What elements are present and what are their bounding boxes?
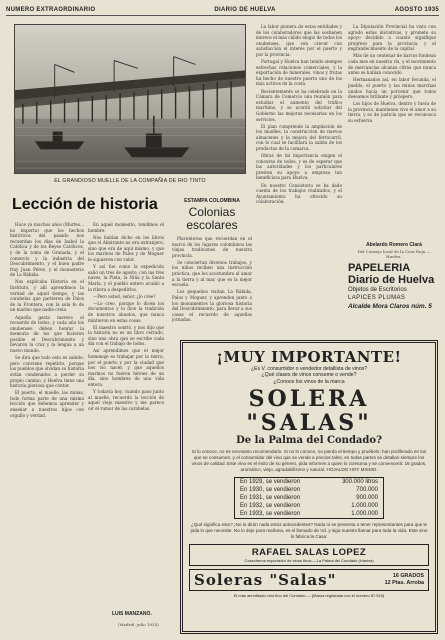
- sales-year: En 1931, se vendieron: [240, 495, 301, 502]
- ad-soleras-bar: [189, 569, 429, 591]
- sales-year: En 1932, se vendieron: [240, 503, 301, 510]
- photo-caption: EL GRANDIOSO MUELLE DE LA COMPAÑIA DE RIO TINTO: [54, 178, 206, 184]
- paragraph: La Diputación Provincial ha visto con agrado estas iniciativas, y promete su apoyo decidido a cuanto signifique progreso para la provincia, y el engrandecimiento de la capital.: [348, 24, 436, 52]
- masthead-right: AGOSTO 1935: [394, 6, 439, 13]
- papeleria-line2: Diario de Huelva: [348, 274, 435, 286]
- dock-photo: [14, 24, 246, 174]
- right-col-a: [256, 24, 342, 332]
- paragraph: Y así fue como la expedición salió un tres de agosto, con las tres naves, la Pinta, la Niña y la Santa María, y el pueblo entero acudió a la ribera a despedirlos.: [88, 264, 164, 292]
- ad-brand-sub: De la Palma del Condado?: [236, 435, 382, 447]
- paragraph: Obras de tal importancia exigen el concurso de todos, y es de esperar que las autoridades y los particulares presten su apoyo a empresa tan beneficiosa para Huelva.: [256, 153, 342, 181]
- leccion-title: Lección de historia: [12, 196, 158, 213]
- paragraph: Hace ya muchos años (Martes... no importa) que los hechos históricos del pasado nos recuerdan los días de Isabel la Católica y de los Reyes Católicos, y de la toma de Granada, y el comercio y la industria del Descubrimiento, y el buen padre fray Juan Pérez, y el monasterio de La Rábida.: [10, 222, 84, 278]
- paragraph: —Lo creo, porque lo dicen los documentos y lo dice la tradición de nuestros abuelos, que nunca mintieron en estas cosas.: [88, 300, 164, 323]
- ad-brand-small: Soleras "Salas": [194, 571, 337, 590]
- paragraph: En nuestro Consistorio se ha dado cuenta de los trabajos realizados, y el Ayuntamiento ha ofrecido su colaboración.: [256, 182, 342, 205]
- paragraph: Y todavía hoy, cuando paso junto al muelle, recuerdo la lección de aquel viejo maestro y me parece oír el rumor de las carabelas.: [88, 389, 164, 411]
- masthead: [6, 4, 439, 16]
- paragraph: Más de un centenar de barcos fondean cada mes en nuestra ría, y el movimiento de mercancías alcanza cifras que nunca antes se habían conocido.: [348, 53, 436, 76]
- paragraph: Portugal y Huelva han tenido siempre estrechas relaciones comerciales, y la exportación de minerales, vinos y frutas ha hecho de nuestro puerto uno de los más activos de la costa.: [256, 59, 342, 87]
- leccion-author: LUIS MANZANO.: [112, 611, 152, 617]
- paragraph: El plan comprende la ampliación de los muelles, la construcción de nuevos almacenes y la mejora del ferrocarril, con lo cual se facilitará la salida de los productos de la comarca.: [256, 123, 342, 151]
- paragraph: Nos explicaba Historia en el Instituto, y allí aprendimos la verdad de aquel tiempo, y las carabelas que partieron de Palos de la Frontera, con la sola fe de un marino que nadie creía.: [10, 279, 84, 313]
- ad-company-sub: Cosecheros exportador de vinos finos.—La Palma del Condado (Huelva): [244, 558, 374, 564]
- sales-row: [235, 502, 383, 510]
- col5-author-sub: Del Consejo local de la Cruz Roja.—Huelva.: [357, 249, 431, 259]
- paragraph: La labor pionera de estas entidades y de los colaboradores que las sostienen merece el más cálido elogio de todos los onubenses, que ven crecer con satisfacción el interés por el puerto y por la provincia.: [256, 24, 342, 57]
- paragraph: Recientemente se ha celebrado en la Cámara de Comercio una reunión para estudiar el aumento del tráfico marítimo, y se acordó solicitar del Gobierno las mejoras necesarias en los servicios.: [256, 88, 342, 122]
- solera-ad: [180, 340, 438, 634]
- ad-closing: ¿Qué significa esto? ¡No lo dirán nada estos antecedentes? Nada ni se presenta a tener representantes para que le pida lo que necesite. No lo deje para mañana, es el llamado de Vd. y siga nuestro llamar para toda la vida. Este vino lo fabrica la Casa:: [190, 522, 428, 540]
- colonias-kicker: ESTAMPA COLOMBINA: [184, 198, 240, 204]
- right-col-b: [348, 24, 436, 240]
- ad-brand: SOLERA "SALAS": [246, 386, 372, 437]
- papeleria-line5: Alcalde Mora Claros núm. 5: [348, 303, 432, 310]
- sales-row: [235, 486, 383, 494]
- paragraph: Se dirá que todo esto es sabido; pero conviene repetirlo, porque los pueblos que olvidan su historia están condenados a perder su propio camino, y Huelva tiene una historia gloriosa que contar.: [10, 355, 84, 389]
- paragraph: Los pequeños visitan La Rábida, Palos y Moguer, y aprenden junto a los monumentos la gloriosa historia del Descubrimiento, para llevar a sus casas el recuerdo de aquellas jornadas.: [172, 289, 252, 323]
- paragraph: Hermanados así, en labor fecunda, el pueblo, el puerto y las minas marchan unidos hacia un porvenir que todos deseamos brillante y próspero.: [348, 77, 436, 100]
- paragraph: El puerto, el muelle, las minas, todo forma parte de una misma lección que debemos aprender y enseñar a nuestros hijos con orgullo y verdad.: [10, 390, 84, 418]
- leccion-col1: [10, 222, 84, 630]
- papeleria-ad: [348, 262, 440, 332]
- ad-company: RAFAEL SALAS LOPEZ: [251, 547, 367, 559]
- papeleria-line1: PAPELERIA: [348, 262, 411, 274]
- papeleria-line4: LAPICES PLUMAS: [348, 295, 406, 301]
- paragraph: Placenteras que recuerdan en el marco de los lugares colombinos las viejas tradiciones de nuestra provincia.: [172, 236, 252, 258]
- sales-amount: 1.000.000: [351, 511, 378, 518]
- sales-table: [234, 477, 384, 519]
- sales-row: [235, 510, 383, 518]
- sales-year: En 1929, se vendieron: [240, 479, 301, 486]
- sales-amount: 900.000: [356, 495, 378, 502]
- ad-grados-2: 12 Ptas. Arroba: [384, 580, 424, 587]
- ad-question: ¿Conoce los vinos de la marca: [273, 378, 345, 385]
- sales-row: [235, 478, 383, 486]
- sales-amount: 1.000.000: [351, 503, 378, 510]
- leccion-date: (Madrid, julio 1935): [118, 622, 159, 627]
- colonias-title: Colonias escolares: [186, 205, 238, 232]
- ad-question: ¿Qué clases de vinos consume o vende?: [261, 372, 357, 379]
- ad-headline: ¡MUY IMPORTANTE!: [216, 348, 402, 366]
- ad-body: Si lo conoce, no es necesario recomendarlo. Si no lo conoce, no pierda el tiempo y pruébelo; han proliferado en los que se consumen, y el consumidor del vino que se vende a precios tales, en todas partes se detallan siempre los vinos de calidad. Este vino es el éxito de su género, pida informes a quien lo consuma y se convencerá: 16 grados, aromático, viejo, agradabilísimo y natural. HOJALDO HOY MISMO.: [191, 449, 427, 473]
- ad-grados: [385, 573, 424, 587]
- paragraph: Se conciertan diversos trabajos, y los niños reciben una instrucción práctica, que los acostumbra al amor a la tierra y al mar, que es la mejor escuela.: [172, 259, 252, 288]
- dock-photo-image: [15, 25, 245, 173]
- paragraph: El maestro sonrió, y nos dijo que la historia no es un libro cerrado, sino una obra que se escribe cada día con el trabajo de todos.: [88, 324, 164, 347]
- ad-last-line: El más acreditado vino fino del Condado — (Marca registrada con el número 87.919): [233, 593, 385, 599]
- ad-company-box: [189, 544, 429, 566]
- ad-question: ¿Es V. consumidor o vendedor detallista de vinos?: [250, 366, 368, 372]
- paragraph: Nos habían dicho en los libros que el Almirante no era extranjero, sino que era de aquí mismo, y que los marinos de Palos y de Moguer le siguieron con valor.: [88, 234, 164, 263]
- sales-amount: 700.000: [356, 487, 378, 494]
- paragraph: En aquel momento, tendimos el hombre.: [88, 222, 164, 233]
- paragraph: —Pero usted, señor, ¿lo cree?: [93, 293, 156, 299]
- sales-year: En 1933, se vendieron: [240, 511, 301, 518]
- colonias-text: [172, 236, 252, 336]
- leccion-col2: [88, 222, 164, 612]
- ad-grados-1: 16 GRADOS: [392, 573, 424, 580]
- paragraph: Los hijos de Huelva, dentro y fuera de la provincia, mantienen vivo el amor a su tierra, y es de justicia que se reconozca su esfuerzo.: [348, 101, 436, 123]
- sales-year: En 1930, se vendieron: [240, 487, 301, 494]
- paragraph: Así aprendimos que el mejor homenaje es trabajar por la tierra, por el puerto y por la ciudad que nos vio nacer, y que aquellos marinos no fueron héroes de un día, sino hombres de una vida entera.: [88, 348, 164, 388]
- sales-row: [235, 494, 383, 502]
- col5-author: Abelardo Romero Clará: [366, 242, 422, 248]
- papeleria-line3: Objetos de Escritorios: [348, 287, 407, 293]
- masthead-left: NUMERO EXTRAORDINARIO: [6, 6, 96, 13]
- paragraph: Aquella gesta merece el recuerdo de todos, y cada año los onubenses deben honrar la memoria de los que hicieron posible el Descubrimiento y llevaron la cruz y la lengua a un nuevo mundo.: [10, 314, 84, 354]
- sales-amount: 300.000 litros: [341, 479, 378, 486]
- masthead-center: DIARIO DE HUELVA: [214, 6, 276, 13]
